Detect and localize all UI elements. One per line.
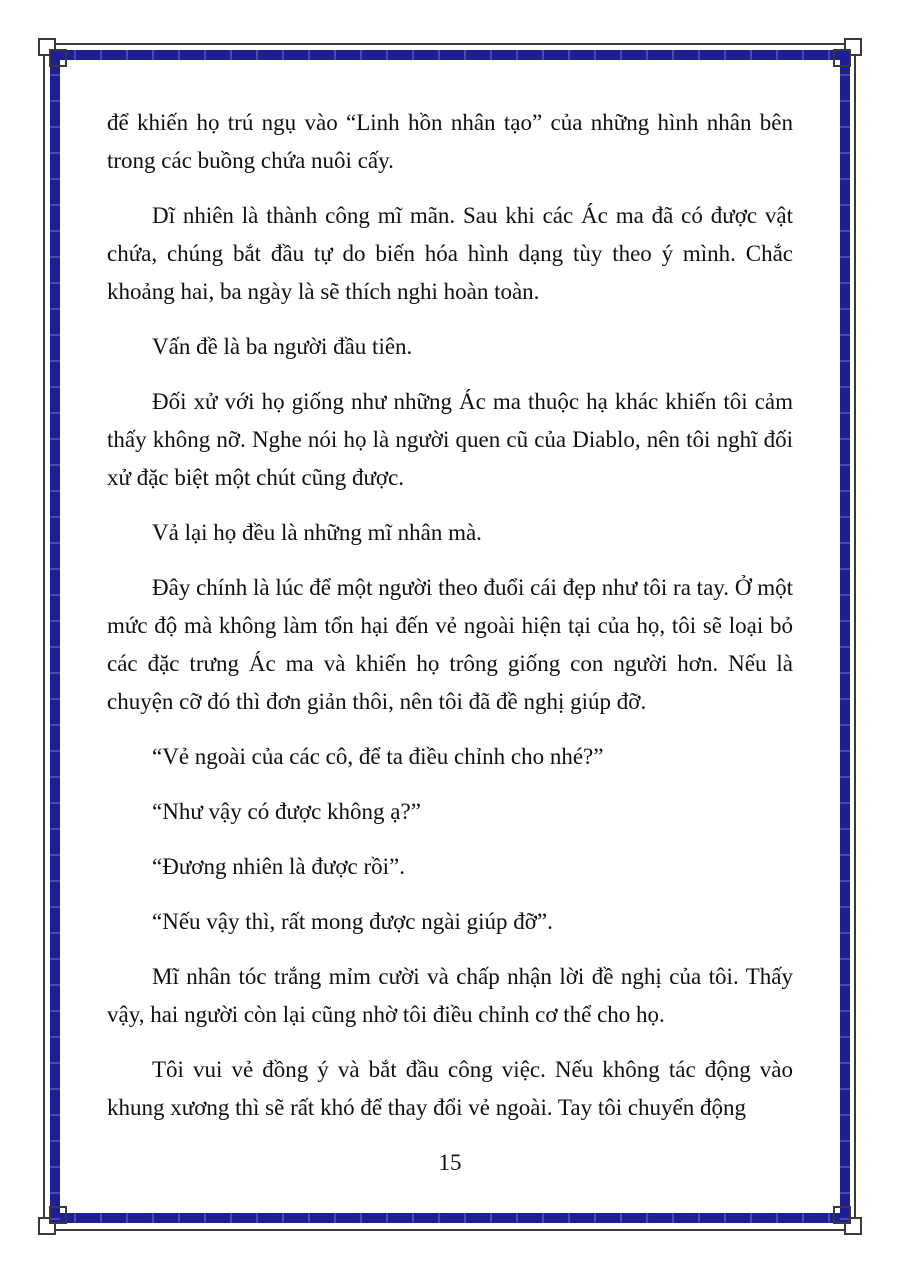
page-number: 15 (438, 1150, 462, 1175)
dialogue-line: “Nếu vậy thì, rất mong được ngài giúp đỡ”. (152, 909, 553, 934)
dialogue-line: “Vẻ ngoài của các cô, để ta điều chỉnh cho nhé?” (152, 744, 604, 769)
border-corner-ornament-bottom-left-inner (49, 1206, 67, 1224)
paragraph: Dĩ nhiên là thành công mĩ mãn. Sau khi các Ác ma đã có được vật chứa, chúng bắt đầu tự do biến hóa hình dạng tùy theo ý mình. Chắc khoảng hai, ba ngày là sẽ thích nghi hoàn toàn. (107, 203, 793, 304)
dialogue-line: “Như vậy có được không ạ?” (152, 799, 421, 824)
paragraph: Tôi vui vẻ đồng ý và bắt đầu công việc. Nếu không tác động vào khung xương thì sẽ rất khó để thay đổi vẻ ngoài. Tay tôi chuyển động (107, 1057, 793, 1120)
border-corner-ornament-top-left-inner (49, 49, 67, 67)
page-border-band-top (50, 50, 850, 60)
paragraph: Vả lại họ đều là những mĩ nhân mà. (152, 520, 482, 545)
page-border-band-bottom (50, 1213, 850, 1223)
border-corner-ornament-bottom-right-inner (833, 1206, 851, 1224)
paragraph: Mĩ nhân tóc trắng mỉm cười và chấp nhận lời đề nghị của tôi. Thấy vậy, hai người còn lại cũng nhờ tôi điều chỉnh cơ thể cho họ. (107, 964, 793, 1027)
page-text (107, 104, 793, 1144)
paragraph: Đối xử với họ giống như những Ác ma thuộc hạ khác khiến tôi cảm thấy không nỡ. Nghe nói họ là người quen cũ của Diablo, nên tôi nghĩ đối xử đặc biệt một chút cũng được. (107, 389, 793, 490)
paragraph: Đây chính là lúc để một người theo đuổi cái đẹp như tôi ra tay. Ở một mức độ mà không làm tổn hại đến vẻ ngoài hiện tại của họ, tôi sẽ loại bỏ các đặc trưng Ác ma và khiến họ trông giống con người hơn. Nếu là chuyện cỡ đó thì đơn giản thôi, nên tôi đã đề nghị giúp đỡ. (107, 575, 793, 714)
dialogue-line: “Đương nhiên là được rồi”. (152, 854, 405, 879)
page-border-band-left (50, 50, 60, 1223)
paragraph: để khiến họ trú ngụ vào “Linh hồn nhân tạo” của những hình nhân bên trong các buồng chứa nuôi cấy. (107, 110, 793, 173)
paragraph: Vấn đề là ba người đầu tiên. (152, 334, 413, 359)
border-corner-ornament-top-right-inner (833, 49, 851, 67)
page-border-band-right (840, 50, 850, 1223)
